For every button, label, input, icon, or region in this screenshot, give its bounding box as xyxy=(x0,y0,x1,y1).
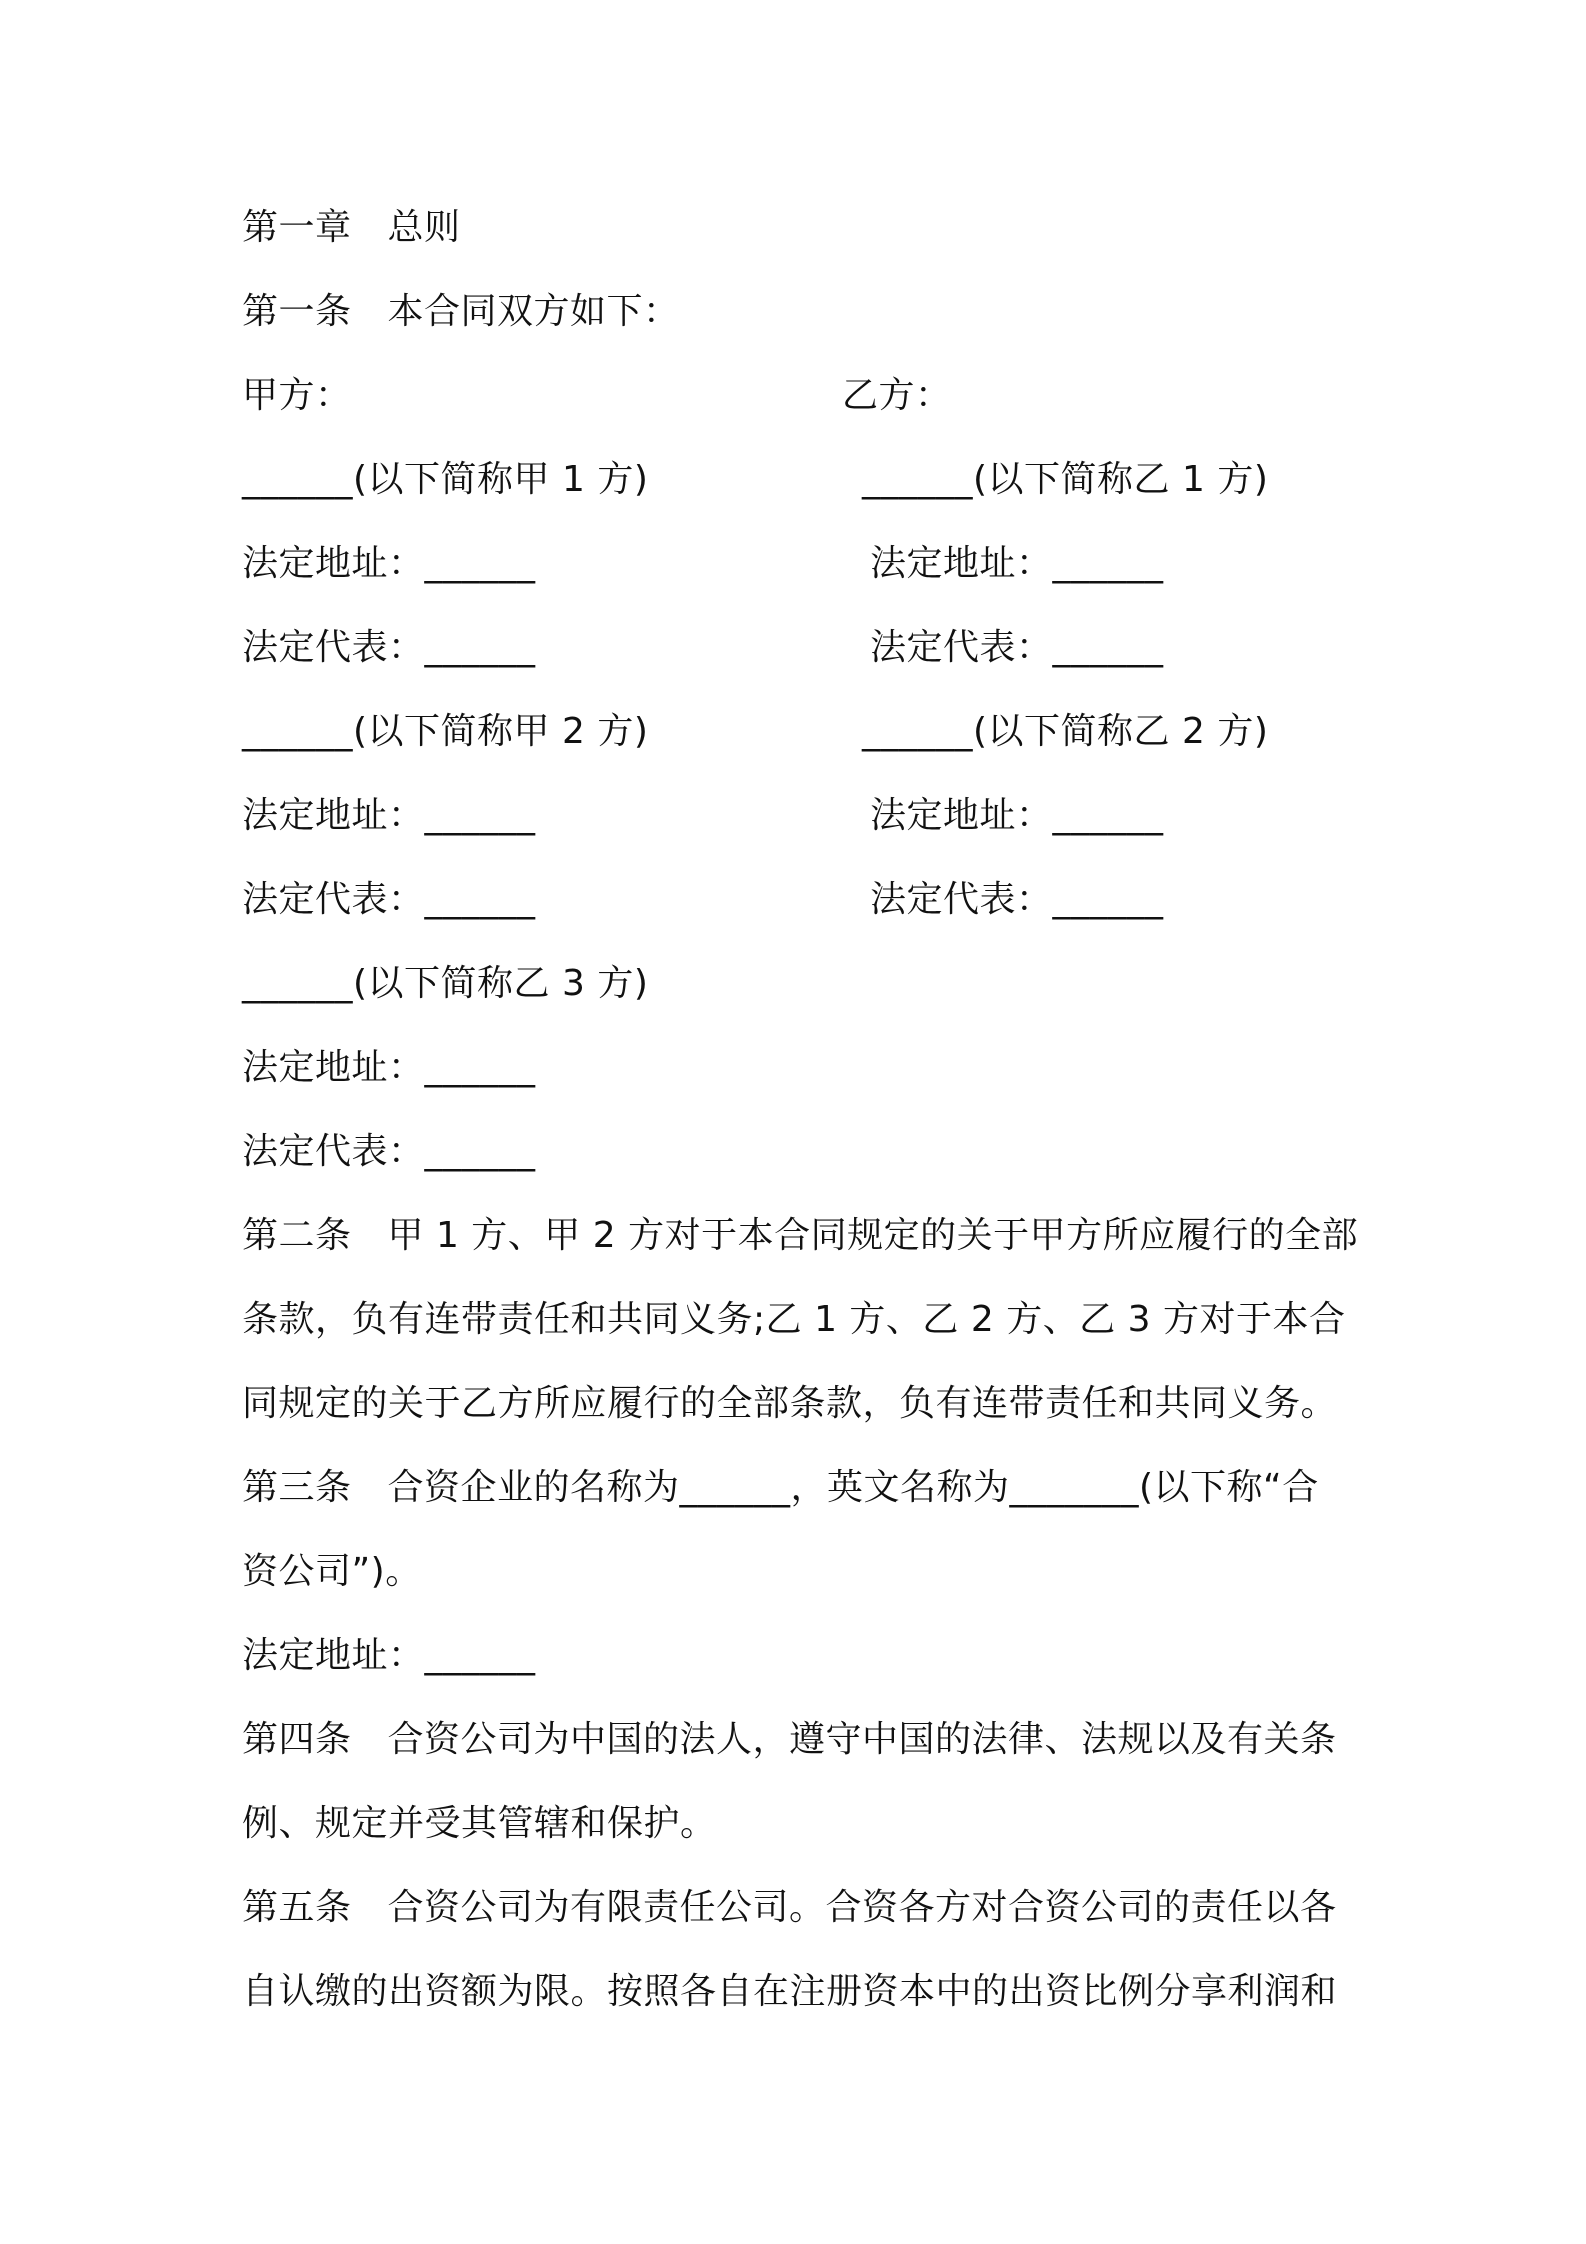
party-b3-name: ______(以下简称乙 3 方) xyxy=(242,963,649,1004)
party-a1-rep: 法定代表：______ xyxy=(242,627,536,668)
article-4-label: 第四条 xyxy=(242,1719,352,1760)
party-a2-address: 法定地址：______ xyxy=(242,795,536,836)
article-4-line-2: 例、规定并受其管辖和保护。 xyxy=(242,1803,717,1844)
article-5-text-1: 合资公司为有限责任公司。合资各方对合资公司的责任以各 xyxy=(387,1887,1337,1928)
article-5-line-2: 自认缴的出资额为限。按照各自在注册资本中的出资比例分享利润和 xyxy=(242,1971,1338,2012)
article-1-label: 第一条 xyxy=(242,291,352,332)
article-2-line-2: 条款，负有连带责任和共同义务;乙 1 方、乙 2 方、乙 3 方对于本合 xyxy=(242,1299,1346,1340)
article-4-line-1 xyxy=(242,1718,1337,1762)
article-2-line-3: 同规定的关于乙方所应履行的全部条款，负有连带责任和共同义务。 xyxy=(242,1383,1338,1424)
article-3-line-2: 资公司”)。 xyxy=(242,1551,422,1592)
party-a2-name: ______(以下简称甲 2 方) xyxy=(242,711,649,752)
article-4-text-1: 合资公司为中国的法人，遵守中国的法律、法规以及有关条 xyxy=(387,1719,1337,1760)
article-3-line-1 xyxy=(242,1466,1319,1510)
party-b-heading: 乙方： xyxy=(842,375,952,416)
article-5-label: 第五条 xyxy=(242,1887,352,1928)
article-3-text-1: 合资企业的名称为______，英文名称为_______(以下称“合 xyxy=(387,1467,1319,1508)
article-3-label: 第三条 xyxy=(242,1467,352,1508)
party-b2-rep: 法定代表：______ xyxy=(870,879,1164,920)
chapter-heading xyxy=(242,206,461,250)
article-2-text-1: 甲 1 方、甲 2 方对于本合同规定的关于甲方所应履行的全部 xyxy=(387,1215,1359,1256)
party-a2-rep: 法定代表：______ xyxy=(242,879,536,920)
party-b2-address: 法定地址：______ xyxy=(870,795,1164,836)
article-5-line-1 xyxy=(242,1886,1337,1930)
article-1-heading xyxy=(242,290,680,334)
article-2-label: 第二条 xyxy=(242,1215,352,1256)
party-b1-rep: 法定代表：______ xyxy=(870,627,1164,668)
party-a1-name: ______(以下简称甲 1 方) xyxy=(242,459,649,500)
party-b2-name: ______(以下简称乙 2 方) xyxy=(862,711,1269,752)
party-b1-address: 法定地址：______ xyxy=(870,543,1164,584)
article-2-line-1 xyxy=(242,1214,1358,1258)
party-b3-rep: 法定代表：______ xyxy=(242,1131,536,1172)
article-1-text: 本合同双方如下： xyxy=(387,291,680,332)
party-b3-address: 法定地址：______ xyxy=(242,1047,536,1088)
chapter-title: 总则 xyxy=(387,207,461,248)
chapter-number: 第一章 xyxy=(242,207,352,248)
party-a1-address: 法定地址：______ xyxy=(242,543,536,584)
party-b1-name: ______(以下简称乙 1 方) xyxy=(862,459,1269,500)
article-3-address: 法定地址：______ xyxy=(242,1635,536,1676)
party-a-heading: 甲方： xyxy=(242,375,352,416)
